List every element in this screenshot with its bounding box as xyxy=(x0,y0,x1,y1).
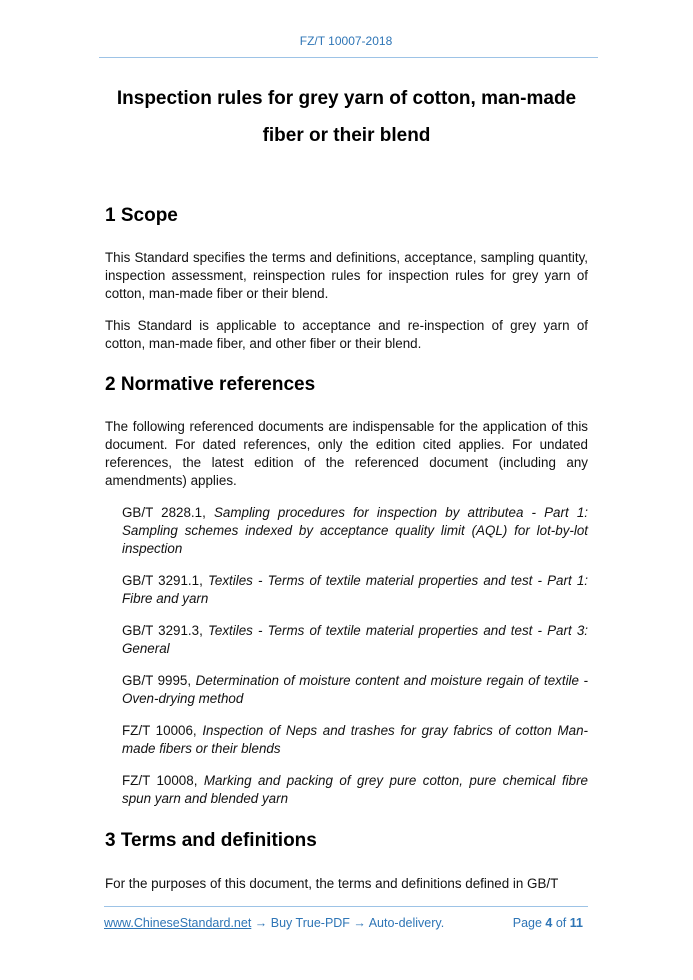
title-line-1: Inspection rules for grey yarn of cotton, man-made xyxy=(116,88,577,109)
document-title xyxy=(90,80,603,154)
reference-item xyxy=(122,572,588,608)
section-heading-normative-references: 2 Normative references xyxy=(105,374,316,395)
page-current: 4 xyxy=(545,916,553,930)
reference-item xyxy=(122,672,588,708)
reference-item xyxy=(122,722,588,758)
footer-bar xyxy=(104,916,588,930)
reference-title: Determination of moisture content and moisture regain of textile - Oven-drying method xyxy=(122,673,588,706)
reference-item xyxy=(122,772,588,808)
header-divider xyxy=(99,57,598,58)
section-heading-scope: 1 Scope xyxy=(105,205,178,226)
footer-tagline: → Buy True-PDF → Auto-delivery. xyxy=(251,916,445,930)
reference-item xyxy=(122,622,588,658)
footer-divider xyxy=(104,906,588,907)
reference-item xyxy=(122,504,588,558)
doc-code: FZ/T 10007-2018 xyxy=(299,34,393,48)
page-label: Page xyxy=(512,916,542,930)
title-line-2: fiber or their blend xyxy=(262,125,431,146)
reference-code: GB/T 3291.3, xyxy=(122,623,208,638)
terms-intro: For the purposes of this document, the terms and definitions defined in GB/T xyxy=(105,876,559,891)
chinesestandard-link[interactable]: www.ChineseStandard.net xyxy=(104,916,252,930)
section-heading-terms-definitions: 3 Terms and definitions xyxy=(105,830,317,851)
scope-paragraph-1: This Standard specifies the terms and definitions, acceptance, sampling quantity, inspection assessment, reinspection rules for inspection rules for grey yarn of cotton, man-made fiber or their blend. xyxy=(105,250,588,301)
page-indicator xyxy=(513,916,583,930)
normative-intro: The following referenced documents are indispensable for the application of this document. For dated references, only the edition cited applies. For undated references, the latest edition of the referenced document (including any amendments) applies. xyxy=(105,419,588,488)
page-of: of xyxy=(555,916,567,930)
reference-code: FZ/T 10008, xyxy=(122,773,204,788)
reference-code: GB/T 2828.1, xyxy=(122,505,214,520)
reference-code: GB/T 3291.1, xyxy=(122,573,208,588)
reference-title: Marking and packing of grey pure cotton, pure chemical fibre spun yarn and blended yarn xyxy=(122,773,588,806)
page-total: 11 xyxy=(569,916,583,930)
reference-code: GB/T 9995, xyxy=(122,673,196,688)
reference-title: Textiles - Terms of textile material properties and test - Part 1: Fibre and yarn xyxy=(122,573,588,606)
reference-title: Textiles - Terms of textile material properties and test - Part 3: General xyxy=(122,623,588,656)
reference-title: Inspection of Neps and trashes for gray fabrics of cotton Man-made fibers or their blends xyxy=(122,723,588,756)
scope-paragraph-2: This Standard is applicable to acceptance and re-inspection of grey yarn of cotton, man-made fiber, and other fiber or their blend. xyxy=(105,318,588,351)
reference-title: Sampling procedures for inspection by attributea - Part 1: Sampling schemes indexed by acceptance quality limit (AQL) for lot-by-lot inspection xyxy=(122,505,588,556)
reference-code: FZ/T 10006, xyxy=(122,723,203,738)
